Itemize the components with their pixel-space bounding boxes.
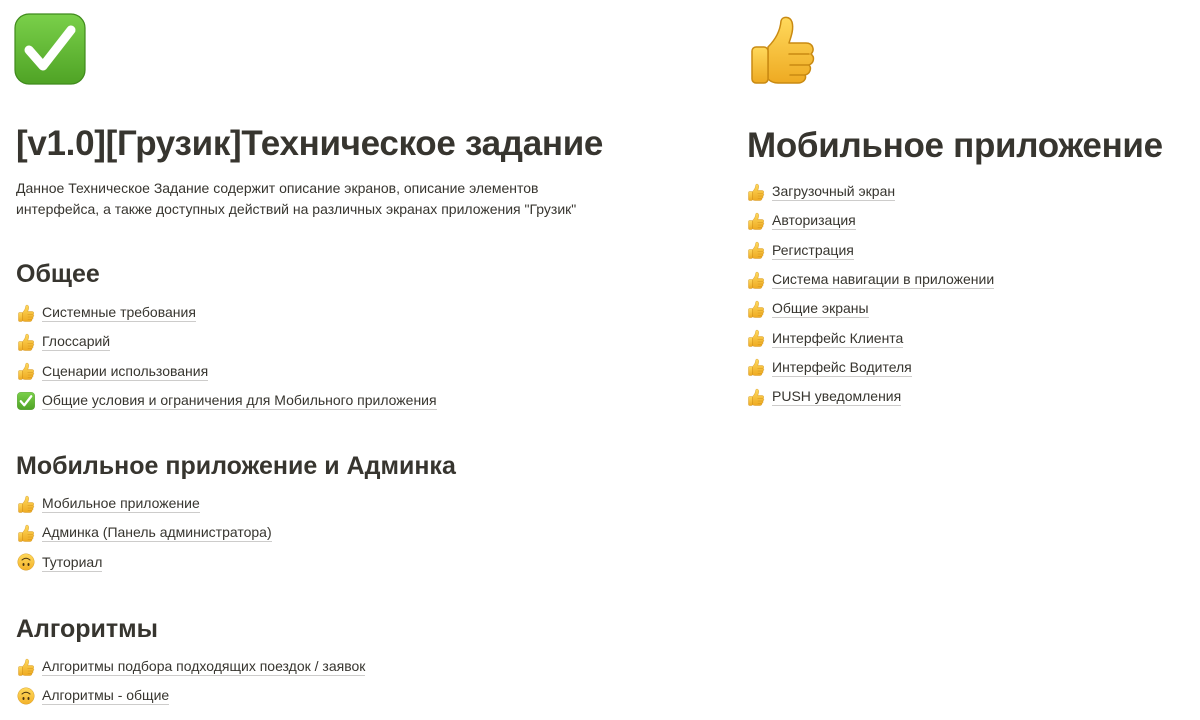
thumbs-up-icon (17, 495, 35, 513)
page-link-client-interface[interactable] (747, 323, 994, 352)
thumbs-up-icon (747, 329, 765, 347)
section-heading-mobile-admin: Мобильное приложение и Админка (16, 452, 456, 480)
check-mark-icon[interactable] (14, 13, 86, 85)
description-line: интерфейса, а также доступных действий на различных экранах приложения "Грузик" (16, 201, 577, 217)
page-link-label[interactable]: Общие условия и ограничения для Мобильного приложения (42, 392, 437, 409)
page-link-push-notifications[interactable] (747, 382, 994, 411)
page-link-use-cases[interactable] (17, 357, 437, 386)
page-link-label[interactable]: PUSH уведомления (772, 388, 902, 405)
page-link-loading-screen[interactable] (747, 177, 994, 206)
page-title: [v1.0][Грузик]Техническое задание (16, 124, 604, 163)
page-link-authorization[interactable] (747, 206, 994, 235)
page-link-label[interactable]: Системные требования (42, 304, 196, 321)
check-mark-icon (17, 392, 35, 410)
algorithms-link-list (17, 652, 365, 711)
thumbs-up-icon (747, 183, 765, 201)
upside-down-face-icon (17, 553, 35, 571)
right-page (730, 0, 1200, 720)
thumbs-up-icon (747, 300, 765, 318)
page-link-driver-interface[interactable] (747, 353, 994, 382)
page-link-label[interactable]: Общие экраны (772, 300, 869, 317)
thumbs-up-icon (747, 271, 765, 289)
mobile-app-link-list (747, 177, 994, 411)
page-link-label[interactable]: Глоссарий (42, 333, 111, 350)
page-link-label[interactable]: Интерфейс Клиента (772, 329, 904, 346)
section-heading-algorithms: Алгоритмы (16, 615, 159, 643)
page-link-label[interactable]: Алгоритмы подбора подходящих поездок / заявок (42, 658, 366, 675)
page-link-label[interactable]: Интерфейс Водителя (772, 358, 912, 375)
section-heading-general: Общее (16, 260, 100, 288)
thumbs-up-icon (17, 362, 35, 380)
page-description (16, 178, 656, 220)
page-link-glossary[interactable] (17, 327, 437, 356)
thumbs-up-icon (17, 524, 35, 542)
page-link-label[interactable]: Система навигации в приложении (772, 271, 995, 288)
upside-down-face-icon (17, 687, 35, 705)
thumbs-up-icon (747, 241, 765, 259)
thumbs-up-icon[interactable] (746, 13, 818, 85)
page-link-label[interactable]: Алгоритмы - общие (42, 687, 170, 704)
page-link-label[interactable]: Сценарии использования (42, 362, 209, 379)
page-link-label[interactable]: Регистрация (772, 241, 854, 258)
thumbs-up-icon (747, 212, 765, 230)
page-link-navigation-system[interactable] (747, 265, 994, 294)
description-line: Данное Техническое Задание содержит описание экранов, описание элементов (16, 180, 539, 196)
thumbs-up-icon (747, 358, 765, 376)
page-link-admin-panel[interactable] (17, 518, 272, 547)
page-title: Мобильное приложение (747, 126, 1163, 165)
thumbs-up-icon (17, 333, 35, 351)
page-link-matching-algorithms[interactable] (17, 652, 365, 681)
general-link-list (17, 298, 437, 415)
page-link-label[interactable]: Авторизация (772, 212, 856, 229)
thumbs-up-icon (17, 658, 35, 676)
page-link-system-requirements[interactable] (17, 298, 437, 327)
page-link-label[interactable]: Админка (Панель администратора) (42, 524, 272, 541)
page-link-tutorial[interactable] (17, 548, 272, 577)
page-link-label[interactable]: Мобильное приложение (42, 495, 200, 512)
mobile-admin-link-list (17, 489, 272, 577)
thumbs-up-icon (747, 388, 765, 406)
page-link-label[interactable]: Загрузочный экран (772, 183, 896, 200)
page-link-common-screens[interactable] (747, 294, 994, 323)
page-link-registration[interactable] (747, 236, 994, 265)
thumbs-up-icon (17, 304, 35, 322)
page-link-mobile-app[interactable] (17, 489, 272, 518)
page-link-label[interactable]: Туториал (42, 553, 103, 570)
page-link-general-algorithms[interactable] (17, 681, 365, 710)
page-link-general-conditions[interactable] (17, 386, 437, 415)
